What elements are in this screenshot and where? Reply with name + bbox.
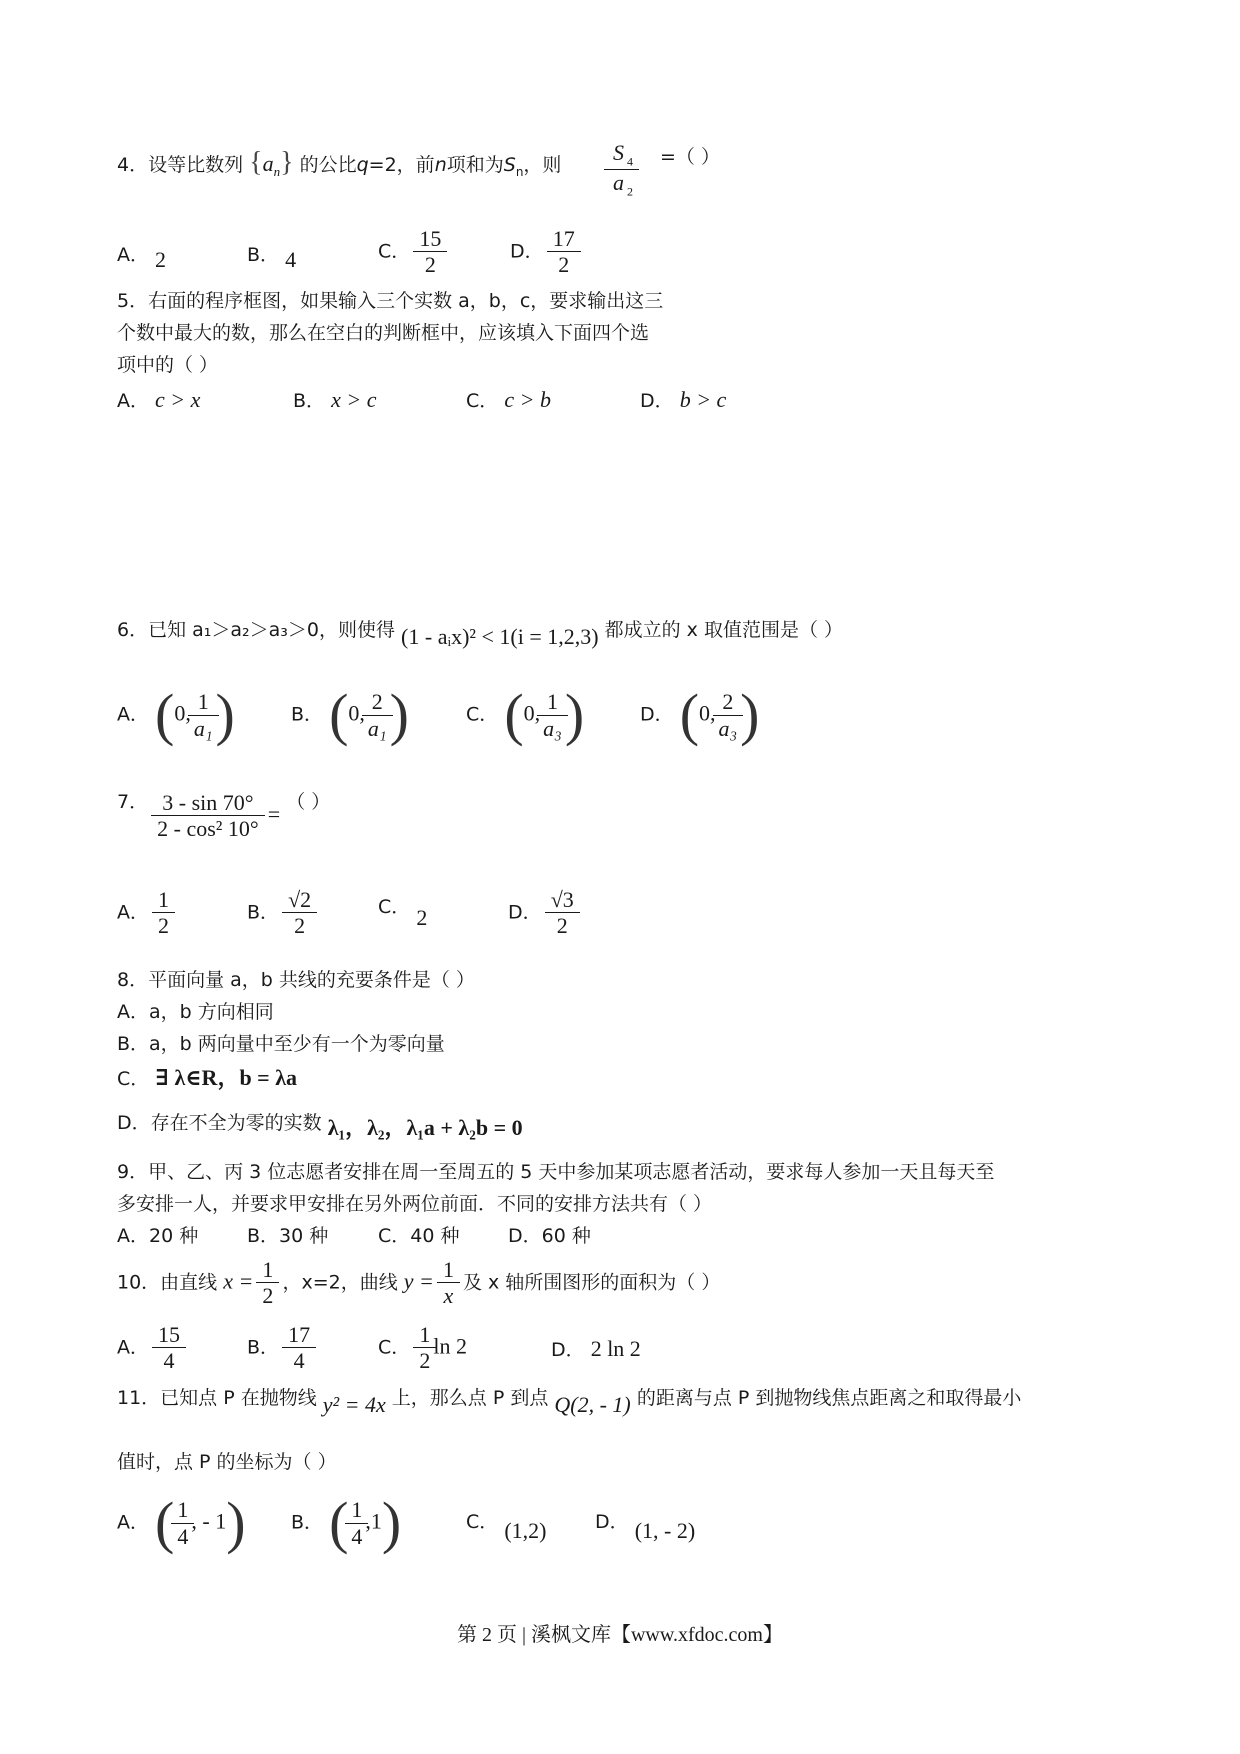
question-4-fraction: $\frac{S _4}{a _2}$ <box>607 140 636 199</box>
q11-option-c: C． (1,2) <box>466 1511 547 1543</box>
question-5-line-2: 个数中最大的数，那么在空白的判断框中，应该填入下面四个选 <box>117 322 650 344</box>
q9-option-c: C．40 种 <box>378 1225 460 1247</box>
question-5-line-1: 5．右面的程序框图，如果输入三个实数 a，b，c，要求输出这三 <box>117 290 664 312</box>
question-9-line-2: 多安排一人，并要求甲安排在另外两位前面．不同的安排方法共有（ ） <box>117 1193 713 1215</box>
q5-option-a: A． c > x <box>117 387 201 412</box>
q6-option-d: D． (0, $\frac{2}{\text{a₃}}$ ) <box>640 682 760 747</box>
question-8-stem: 8．平面向量 a，b 共线的充要条件是（ ） <box>117 969 475 991</box>
q6-option-c: C． (0, $\frac{1}{\text{a₃}}$ ) <box>466 682 585 747</box>
question-10-stem: 10．由直线 x = $\frac{1}{2}$ ，x=2，曲线 y = $\frac{1}{x}$ 及 x 轴所围图形的面积为（ ） <box>117 1257 721 1309</box>
question-11-line-1: 11．已知点 P 在抛物线 y² = 4x 上，那么点 P 到点 Q(2, - 1) 的距离与点 P 到抛物线焦点距离之和取得最小 <box>117 1387 1022 1417</box>
q8-option-c: C． ∃ λ∈R，b = λa <box>117 1065 298 1090</box>
q9-option-a: A．20 种 <box>117 1225 199 1247</box>
q10-option-b: B． $\frac{17}{4}$ <box>247 1322 313 1374</box>
q10-option-a: A． $\frac{15}{4}$ <box>117 1322 183 1374</box>
q4-option-c: C． $\frac{15}{2}$ <box>378 226 444 278</box>
q4-option-a: A． 2 <box>117 244 167 272</box>
question-9-line-1: 9．甲、乙、丙 3 位志愿者安排在周一至周五的 5 天中参加某项志愿者活动，要求每人参加一天且每天至 <box>117 1161 995 1183</box>
question-5-line-3: 项中的（ ） <box>117 354 219 376</box>
question-11-line-2: 值时，点 P 的坐标为（ ） <box>117 1451 337 1473</box>
q5-option-d: D． b > c <box>640 387 727 412</box>
question-4-stem: 4．设等比数列 $\{a_n\}$ 的公比q=2，前n项和为$S_n$，则 <box>117 147 562 179</box>
q8-option-a: A．a，b 方向相同 <box>117 1001 274 1023</box>
q6-option-b: B． (0, $\frac{2}{\text{a₁}}$ ) <box>291 682 409 747</box>
q5-option-b: B． x > c <box>293 387 377 412</box>
q4-option-d: D． $\frac{17}{2}$ <box>510 226 578 278</box>
q8-option-b: B．a，b 两向量中至少有一个为零向量 <box>117 1033 445 1055</box>
q7-option-b: B． $\frac{√2}{2}$ <box>247 887 314 939</box>
q6-option-a: A． (0, $\frac{1}{\text{a₁}}$ ) <box>117 682 235 747</box>
q10-option-d: D． 2 ln 2 <box>551 1336 641 1361</box>
q7-option-d: D． $\frac{√3}{2}$ <box>508 887 577 939</box>
q7-option-c: C． 2 <box>378 896 428 930</box>
q11-option-b: B． ( $\frac{1}{4}$ ,1) <box>291 1490 402 1555</box>
q11-option-d: D． (1, - 2) <box>595 1511 696 1543</box>
q7-option-a: A． $\frac{1}{2}$ <box>117 887 172 939</box>
q9-option-d: D．60 种 <box>508 1225 591 1247</box>
q8-option-d: D．存在不全为零的实数 λ₁，λ₂，λ₁a + λ₂b = 0 <box>117 1112 523 1140</box>
question-7-stem: 7． $\frac{3 - \sin 70^\circ}{\text{2 - cos² 10°}}$ = （ ） <box>117 790 331 842</box>
q9-option-b: B．30 种 <box>247 1225 329 1247</box>
q10-option-c: C． $\frac{1}{2}$ ln 2 <box>378 1322 467 1374</box>
q5-option-c: C． c > b <box>466 387 551 412</box>
question-6-stem: 6．已知 a₁＞a₂＞a₃＞0，则使得 (1 - aᵢx)² < 1(i = 1,2,3) 都成立的 x 取值范围是（ ） <box>117 619 843 649</box>
q4-option-b: B． 4 <box>247 244 297 272</box>
page-footer: 第 2 页 | 溪枫文库【www.xfdoc.com】 <box>456 1624 783 1646</box>
q11-option-a: A． ( $\frac{1}{4}$ , - 1) <box>117 1490 246 1555</box>
question-4-blank: =（ ） <box>660 146 720 168</box>
